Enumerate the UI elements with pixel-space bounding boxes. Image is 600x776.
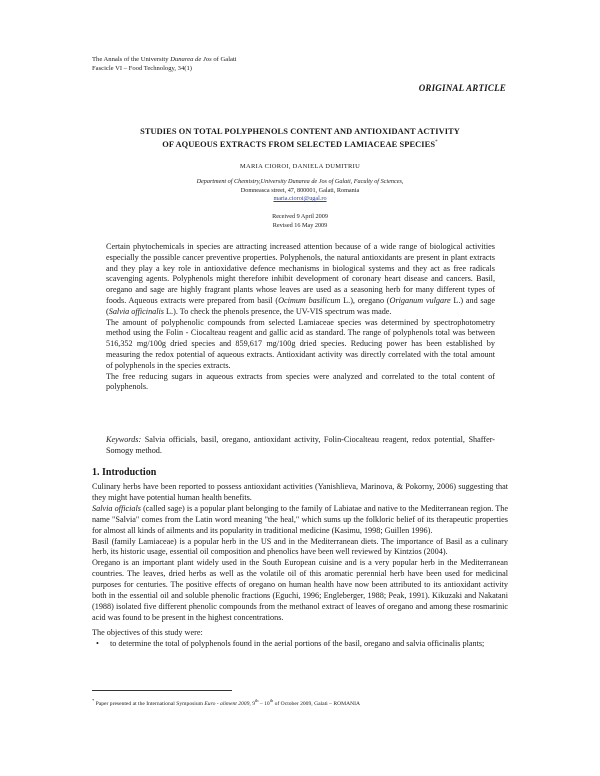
submission-dates	[92, 213, 508, 230]
title-line-2: OF AQUEOUS EXTRACTS FROM SELECTED LAMIACEAE SPECIES*	[162, 139, 438, 149]
paper-title	[92, 126, 508, 150]
introduction-body	[92, 482, 508, 650]
bullet-icon: •	[96, 638, 99, 648]
received-date: Received 9 April 2009	[272, 213, 328, 220]
journal-header	[92, 55, 237, 73]
revised-date: Revised 16 May 2009	[272, 221, 328, 229]
affiliation	[92, 178, 508, 204]
abstract-paragraph-3: The free reducing sugars in aqueous extracts from species were analyzed and correlated to the total content of polyphenols.	[106, 371, 495, 392]
journal-fascicle-line: Fascicle VI – Food Technology, 34(1)	[92, 65, 192, 72]
author-email-link[interactable]: maria.cioroi@ugal.ro	[273, 195, 327, 202]
author-list: MARIA CIOROI, DANIELA DUMITRIU	[239, 163, 361, 170]
list-item: • to determine the total of polyphenols found in the aerial portions of the basil, oregano and salvia officinalis plants;	[96, 638, 485, 648]
footnote-divider	[92, 690, 232, 691]
abstract-paragraph-2: The amount of polyphenolic compounds from selected Lamiaceae species was determined by spectrophotometry method using the Folin - Ciocalteau reagent and gallic acid as standard. The range of polyphenols total was between 516,352 mg/100g dried species and 859,617 mg/100g dried species. Reducing power has been established by measuring the redox potential of aqueous extracts. Antioxidant activity was directly correlated with the total amount of polyphenols in the species extracts.	[106, 317, 495, 370]
objectives-lead: The objectives of this study were:	[92, 627, 203, 637]
objectives-list	[92, 639, 508, 650]
abstract	[106, 242, 495, 393]
intro-paragraph-1: Culinary herbs have been reported to possess antioxidant activities (Yanishlieva, Marinova, & Pokorny, 2006) suggesting that they might have potential human health benefits.	[92, 482, 508, 502]
affiliation-line-1: Department of Chemistry,University Dunarea de Jos of Galati, Faculty of Sciences,	[196, 178, 404, 185]
title-line-1: STUDIES ON TOTAL POLYPHENOLS CONTENT AND ANTIOXIDANT ACTIVITY	[140, 127, 460, 136]
journal-name-line: The Annals of the University Dunarea de Jos of Galati	[92, 56, 237, 63]
title-footnote-marker[interactable]: *	[435, 140, 438, 145]
intro-paragraph-4: Oregano is an important plant widely used in the South European cuisine and is a very popular herb in the Mediterranean countries. The leaves, dried herbs as well as the volatile oil of this aromatic perennial herb have been used for medicinal purposes for centuries. The positive effects of oregano on human health have now been attributed to its antioxidant activity both in the essential oil and soluble phenolic fractions (Eguchi, 1996; Engleberger, 1988; Peak, 1991). Kikuzaki and Nakatani (1988) isolated five different phenolic compounds from the methanol extract of leaves of oregano and among these rosmarinic acid was found to be present in the highest concentrations.	[92, 558, 508, 622]
keywords-text: Salvia officials, basil, oregano, antioxidant activity, Folin-Ciocalteau reagent, redox potential, Shaffer-Somogy method.	[106, 435, 495, 455]
intro-paragraph-3: Basil (family Lamiaceae) is a popular herb in the US and in the Mediterranean diets. The importance of Basil as a culinary herb, its historic usage, essential oil composition and phenolics have been well reviewed by Kintzios (2004).	[92, 536, 508, 557]
keywords	[106, 435, 495, 457]
intro-paragraph-2: Salvia officials (called sage) is a popular plant belonging to the family of Labiatae and native to the Mediterranean region. The name "Salvia" comes from the Latin word meaning "the heal," which sums up the folkloric belief of its therapeutic properties for almost all kinds of ailments and its popularity in traditional medicine (Kasimu, 1998; Guillen 1996).	[92, 503, 508, 535]
keywords-label: Keywords:	[106, 435, 142, 444]
section-heading-introduction: 1. Introduction	[92, 467, 157, 478]
footnote: * Paper presented at the International Symposium Euro - aliment 2009, 9th – 10th of October 2009, Galati – ROMANIA	[92, 698, 361, 707]
affiliation-line-2: Domneasca street, 47, 800001, Galati, Romania	[240, 186, 360, 194]
abstract-paragraph-1: Certain phytochemicals in species are attracting increased attention because of a wide range of biological activities especially the possible cancer preventive properties. Polyphenols, the natural antioxidants are present in plant extracts and they play a key role in antioxidative defence mechanisms in biological systems and they act as free radicals scavenging agents. Polyphenols might therefore inhibit development of coronary heart disease and cancers. Basil, oregano and sage are highly fragrant plants whose leaves are used as a seasoning herb for many different types of foods. Aqueous extracts were prepared from basil (Ocimum basilicum L.), oregano (Origanum vulgare L.) and sage (Salvia officinalis L.). To check the phenols presence, the UV-VIS spectrum was made.	[106, 242, 495, 316]
article-type-label: ORIGINAL ARTICLE	[418, 83, 506, 93]
